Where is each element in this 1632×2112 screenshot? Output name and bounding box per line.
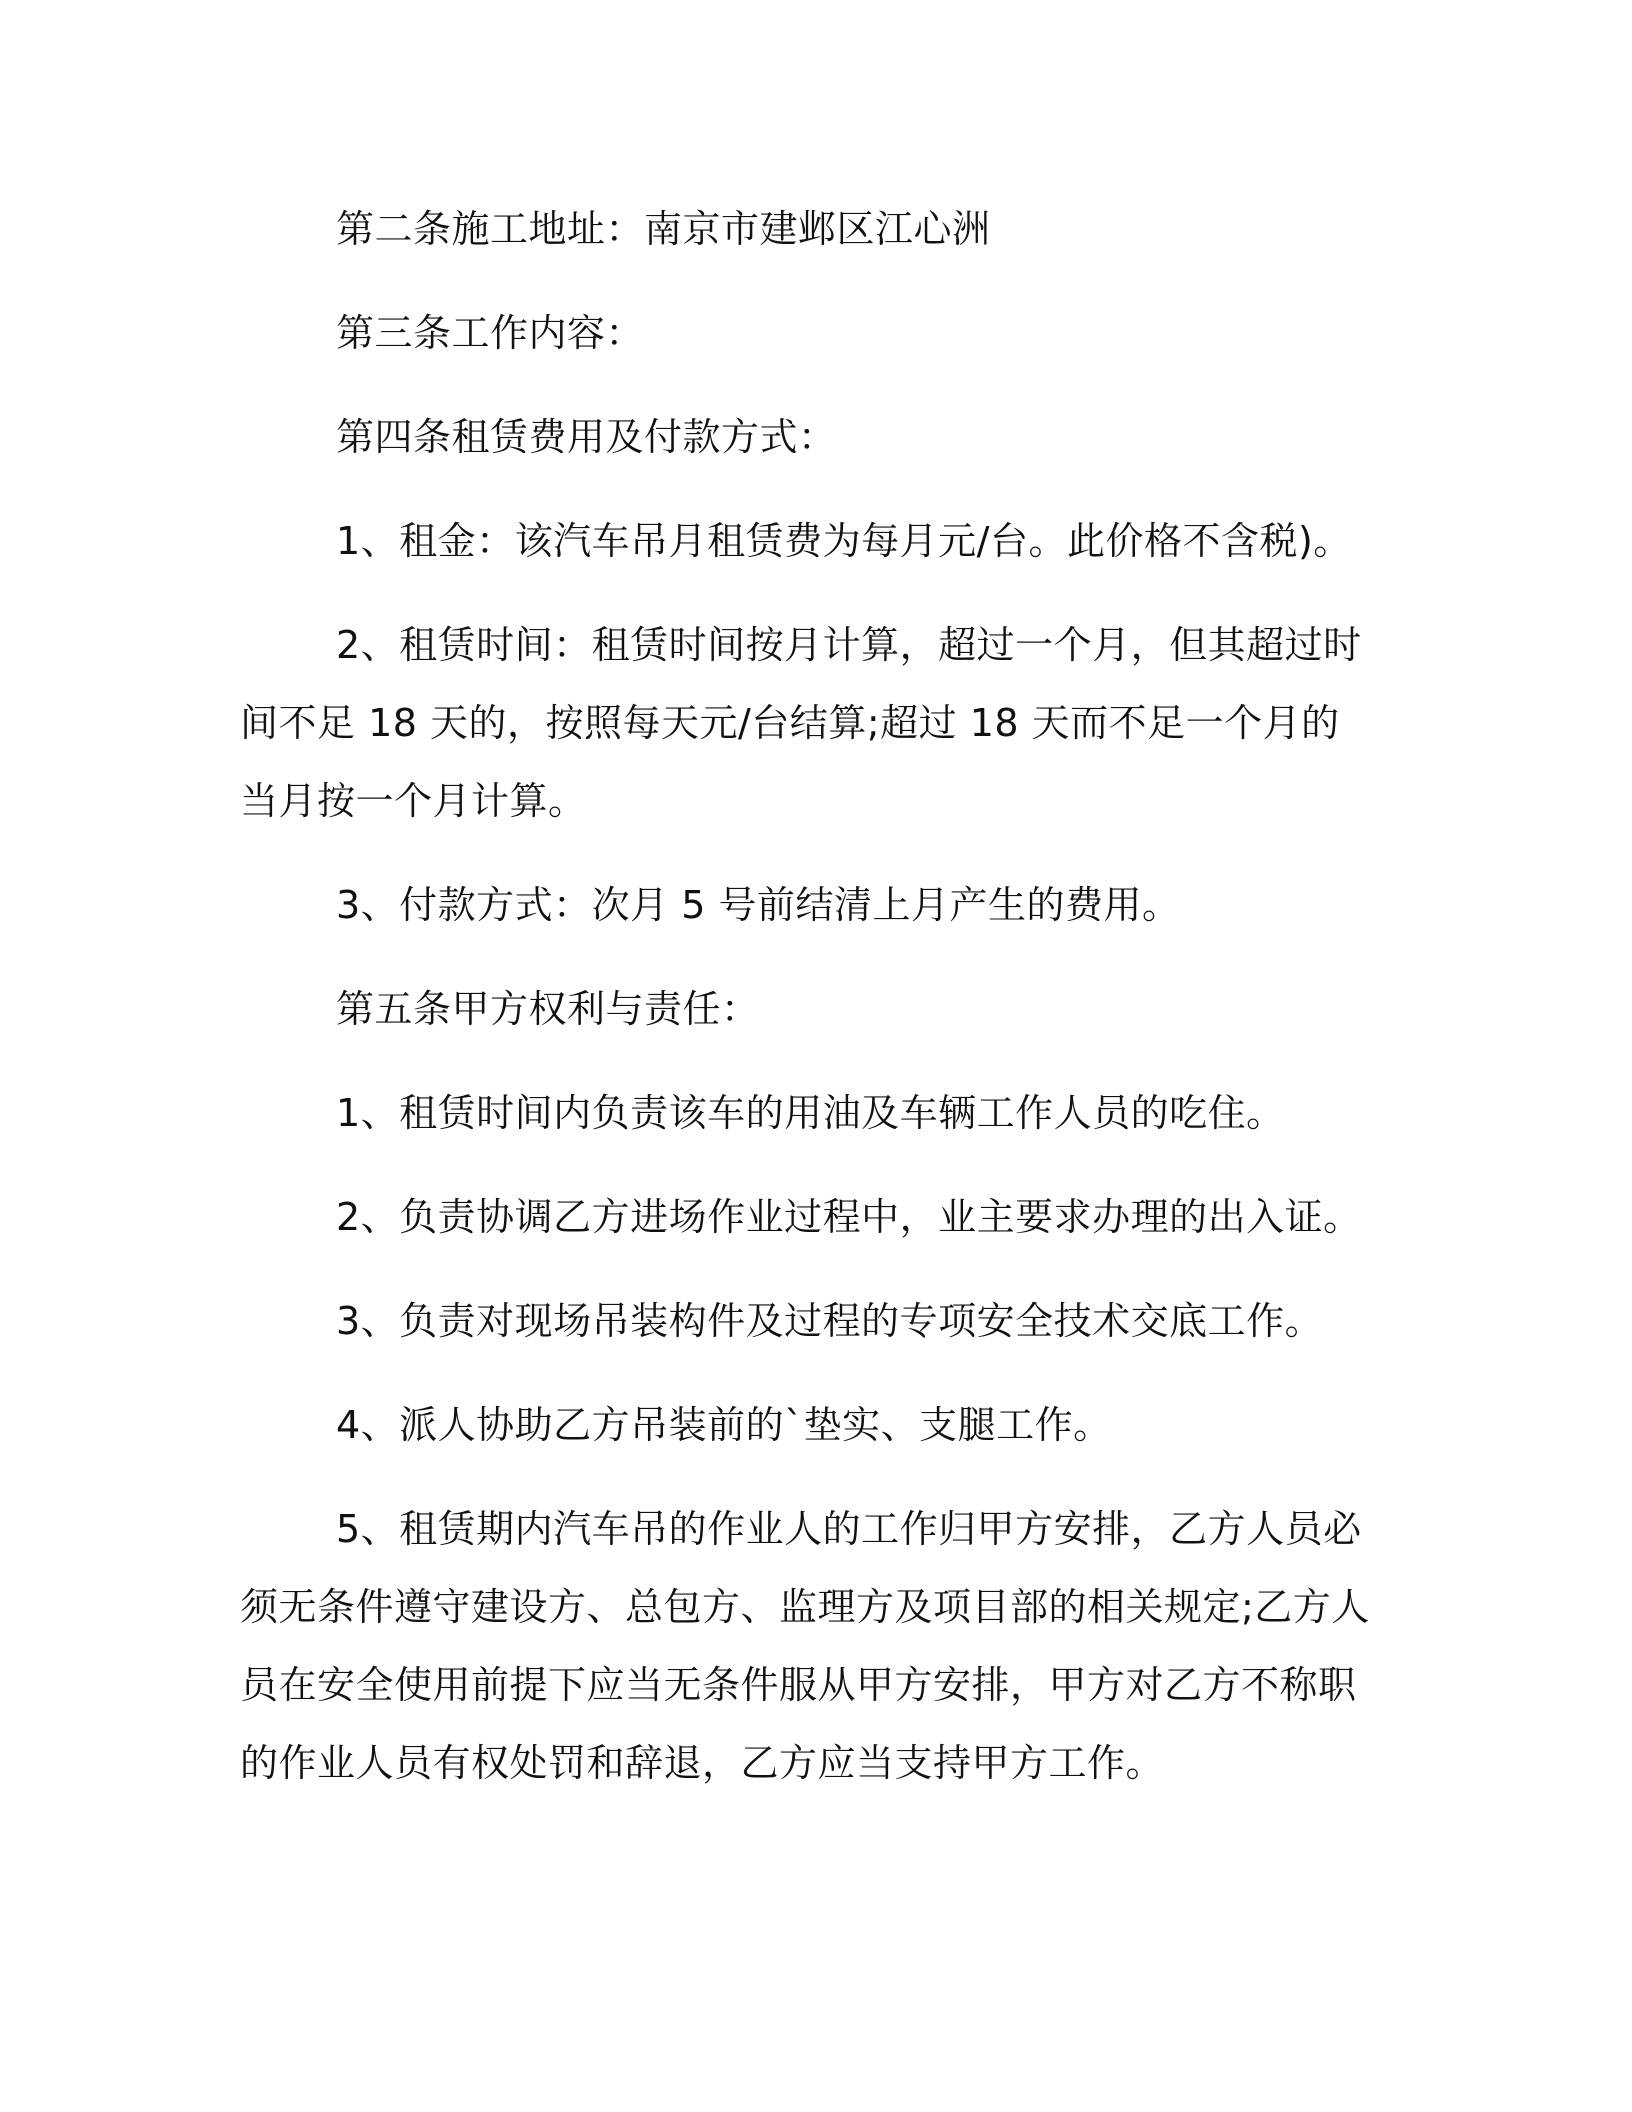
document-body [240, 190, 1375, 1802]
clause-4-item-1-rent: 1、租金：该汽车吊月租赁费为每月元/台。此价格不含税)。 [336, 519, 1352, 563]
clause-5-item-2: 2、负责协调乙方进场作业过程中，业主要求办理的出入证。 [336, 1195, 1362, 1239]
clause-2-construction-address: 第二条施工地址：南京市建邺区江心洲 [336, 207, 991, 251]
clause-3-work-content: 第三条工作内容： [336, 311, 645, 355]
clause-5-item-5: 5、租赁期内汽车吊的作业人的工作归甲方安排，乙方人员必须无条件遵守建设方、总包方、监理方及项目部的相关规定;乙方人员在安全使用前提下应当无条件服从甲方安排，甲方对乙方不称职的作业人员有权处罚和辞退，乙方应当支持甲方工作。 [240, 1507, 1370, 1785]
clause-5-item-3: 3、负责对现场吊装构件及过程的专项安全技术交底工作。 [336, 1299, 1324, 1343]
clause-4-item-2-rental-time: 2、租赁时间：租赁时间按月计算，超过一个月，但其超过时间不足 18 天的，按照每天元/台结算;超过 18 天而不足一个月的当月按一个月计算。 [240, 623, 1362, 823]
clause-4-rental-fee-heading: 第四条租赁费用及付款方式： [336, 415, 837, 459]
clause-5-item-4: 4、派人协助乙方吊装前的`垫实、支腿工作。 [336, 1403, 1112, 1447]
clause-4-item-3-payment-method: 3、付款方式：次月 5 号前结清上月产生的费用。 [336, 883, 1181, 927]
clause-5-party-a-heading: 第五条甲方权利与责任： [336, 987, 760, 1031]
clause-5-item-1: 1、租赁时间内负责该车的用油及车辆工作人员的吃住。 [336, 1091, 1285, 1135]
